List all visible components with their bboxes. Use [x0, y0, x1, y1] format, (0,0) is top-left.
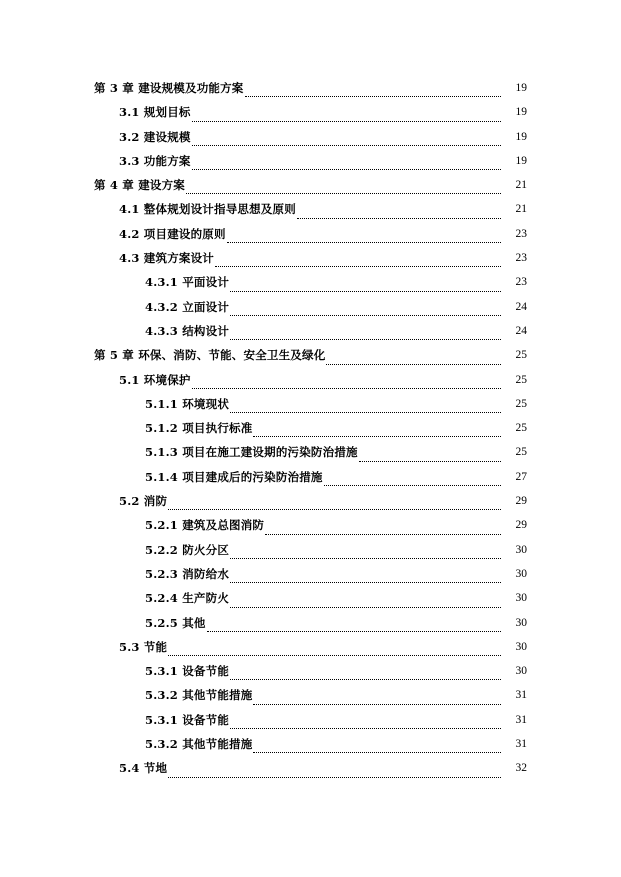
toc-entry-title: 5.3.1 设备节能 [145, 712, 230, 727]
dot-leader [230, 291, 501, 292]
toc-entry-subsection[interactable] [0, 440, 621, 464]
toc-entry-section[interactable] [0, 125, 621, 149]
toc-entry-title: 3.1 规划目标 [119, 105, 191, 120]
toc-entry-page: 27 [515, 470, 527, 483]
toc-entry-title: 5.3.2 其他节能措施 [145, 737, 253, 752]
toc-entry-title: 5.3.1 设备节能 [145, 664, 230, 679]
toc-entry-subsection[interactable] [0, 659, 621, 683]
dot-leader [359, 461, 501, 462]
toc-entry-title: 5.2.5 其他 [145, 615, 206, 630]
toc-entry-title: 4.3.1 平面设计 [145, 275, 230, 290]
toc-entry-subsection[interactable] [0, 319, 621, 343]
toc-entry-chapter-5[interactable] [0, 343, 621, 367]
toc-entry-title: 4.3 建筑方案设计 [119, 251, 215, 266]
dot-leader [230, 558, 501, 559]
toc-entry-page: 30 [515, 567, 527, 580]
toc-entry-title: 5.4 节地 [119, 761, 168, 776]
dot-leader [230, 728, 501, 729]
table-of-contents [0, 76, 621, 781]
dot-leader [168, 655, 501, 656]
toc-entry-page: 31 [515, 738, 527, 751]
toc-entry-title: 3.2 建设规模 [119, 129, 191, 144]
dot-leader [245, 96, 501, 97]
toc-entry-title: 5.2.3 消防给水 [145, 566, 230, 581]
toc-entry-page: 30 [515, 543, 527, 556]
toc-entry-page: 25 [515, 397, 527, 410]
dot-leader [168, 509, 501, 510]
toc-entry-section[interactable] [0, 489, 621, 513]
toc-entry-title: 5.2.2 防火分区 [145, 542, 230, 557]
toc-entry-subsection[interactable] [0, 416, 621, 440]
toc-entry-subsection[interactable] [0, 708, 621, 732]
dot-leader [227, 242, 501, 243]
toc-entry-page: 21 [515, 203, 527, 216]
dot-leader [230, 607, 501, 608]
dot-leader [230, 679, 501, 680]
toc-entry-subsection[interactable] [0, 611, 621, 635]
toc-entry-page: 23 [515, 227, 527, 240]
toc-entry-title: 第 4 章 建设方案 [94, 178, 186, 193]
toc-entry-page: 19 [515, 106, 527, 119]
toc-entry-section[interactable] [0, 197, 621, 221]
dot-leader [230, 339, 501, 340]
toc-entry-section[interactable] [0, 100, 621, 124]
toc-entry-subsection[interactable] [0, 513, 621, 537]
toc-entry-title: 3.3 功能方案 [119, 153, 191, 168]
dot-leader [297, 218, 501, 219]
dot-leader [215, 266, 501, 267]
dot-leader [230, 582, 501, 583]
dot-leader [230, 315, 501, 316]
toc-entry-title: 5.1.3 项目在施工建设期的污染防治措施 [145, 445, 358, 460]
toc-entry-page: 29 [515, 495, 527, 508]
toc-entry-title: 5.1 环境保护 [119, 372, 191, 387]
toc-entry-title: 4.2 项目建设的原则 [119, 226, 226, 241]
toc-entry-page: 30 [515, 592, 527, 605]
toc-entry-page: 23 [515, 252, 527, 265]
dot-leader [192, 145, 501, 146]
dot-leader [230, 412, 501, 413]
dot-leader [265, 534, 501, 535]
dot-leader [168, 777, 501, 778]
toc-entry-section[interactable] [0, 368, 621, 392]
dot-leader [326, 364, 501, 365]
toc-entry-page: 24 [515, 324, 527, 337]
toc-entry-page: 24 [515, 300, 527, 313]
dot-leader [207, 631, 501, 632]
toc-entry-section[interactable] [0, 756, 621, 780]
dot-leader [324, 485, 501, 486]
toc-entry-title: 5.1.4 项目建成后的污染防治措施 [145, 469, 323, 484]
toc-entry-title: 第 3 章 建设规模及功能方案 [94, 81, 244, 95]
dot-leader [192, 388, 501, 389]
toc-entry-page: 19 [515, 130, 527, 143]
toc-entry-page: 21 [515, 179, 527, 192]
toc-entry-subsection[interactable] [0, 538, 621, 562]
toc-entry-title: 5.3 节能 [119, 639, 168, 654]
toc-entry-page: 31 [515, 713, 527, 726]
dot-leader [253, 436, 501, 437]
toc-entry-title: 5.2.1 建筑及总图消防 [145, 518, 265, 533]
toc-entry-title: 4.3.3 结构设计 [145, 323, 230, 338]
toc-entry-page: 25 [515, 446, 527, 459]
dot-leader [192, 121, 501, 122]
toc-entry-title: 5.1.1 环境现状 [145, 396, 230, 411]
toc-entry-page: 19 [515, 154, 527, 167]
toc-entry-page: 31 [515, 689, 527, 702]
toc-entry-title: 5.3.2 其他节能措施 [145, 688, 253, 703]
toc-entry-subsection[interactable] [0, 586, 621, 610]
dot-leader [192, 169, 501, 170]
toc-entry-page: 25 [515, 373, 527, 386]
toc-entry-page: 30 [515, 665, 527, 678]
toc-entry-page: 30 [515, 640, 527, 653]
toc-entry-page: 25 [515, 422, 527, 435]
toc-entry-section[interactable] [0, 246, 621, 270]
toc-entry-title: 5.2 消防 [119, 494, 168, 509]
toc-entry-subsection[interactable] [0, 465, 621, 489]
dot-leader [186, 193, 501, 194]
toc-entry-subsection[interactable] [0, 270, 621, 294]
dot-leader [253, 752, 501, 753]
toc-entry-page: 29 [515, 519, 527, 532]
toc-entry-chapter-3[interactable] [0, 76, 621, 100]
toc-entry-page: 23 [515, 276, 527, 289]
toc-entry-title: 5.1.2 项目执行标准 [145, 421, 253, 436]
toc-entry-title: 5.2.4 生产防火 [145, 591, 230, 606]
toc-entry-subsection[interactable] [0, 392, 621, 416]
toc-entry-page: 25 [515, 349, 527, 362]
toc-entry-section[interactable] [0, 635, 621, 659]
toc-entry-title: 4.1 整体规划设计指导思想及原则 [119, 202, 296, 217]
toc-entry-subsection[interactable] [0, 562, 621, 586]
toc-entry-section[interactable] [0, 222, 621, 246]
dot-leader [253, 704, 501, 705]
toc-entry-subsection[interactable] [0, 683, 621, 707]
toc-entry-title: 4.3.2 立面设计 [145, 299, 230, 314]
toc-entry-subsection[interactable] [0, 732, 621, 756]
toc-entry-page: 30 [515, 616, 527, 629]
toc-entry-section[interactable] [0, 149, 621, 173]
toc-entry-page: 32 [515, 762, 527, 775]
toc-entry-chapter-4[interactable] [0, 173, 621, 197]
toc-entry-subsection[interactable] [0, 295, 621, 319]
toc-entry-title: 第 5 章 环保、消防、节能、安全卫生及绿化 [94, 348, 326, 363]
toc-entry-page: 19 [515, 82, 527, 94]
